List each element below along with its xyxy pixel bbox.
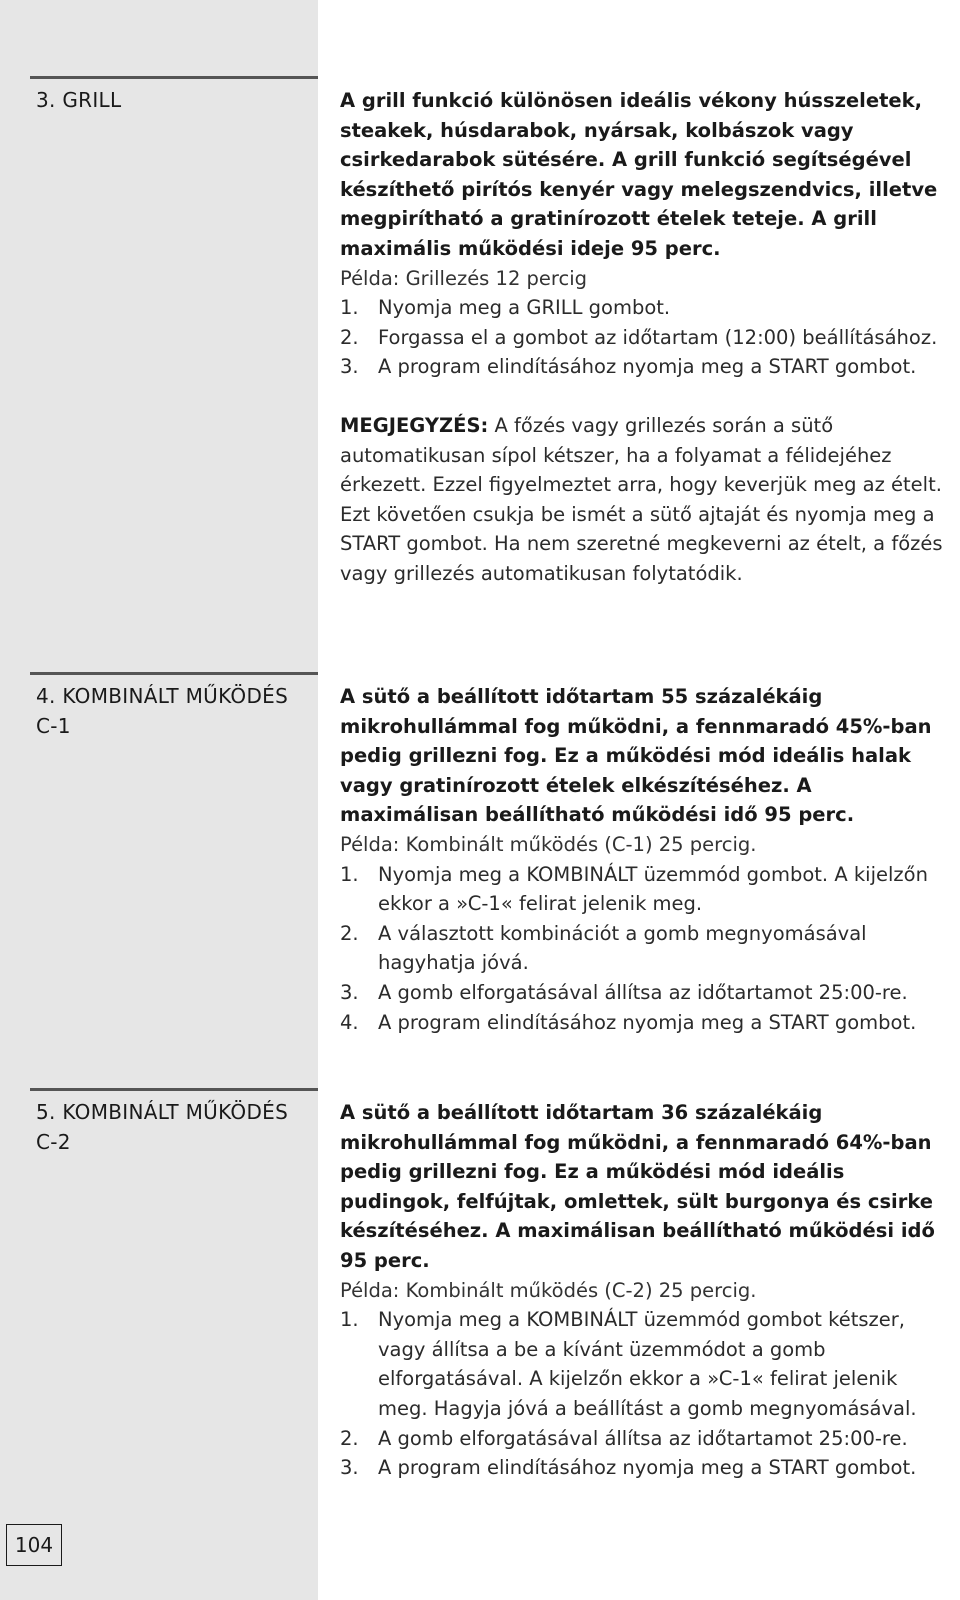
sidebar-background	[0, 0, 318, 1600]
section-intro: A sütő a beállított időtartam 36 százalékáig mikrohullámmal fog működni, a fennmaradó 64%-ban pedig grillezni fog. Ez a működési mód ideális pudingok, felfújtak, omlettek, sült burgonya és csirke készítéséhez. A maximálisan beállítható működési idő 95 perc.	[340, 1101, 935, 1272]
steps-list	[340, 293, 952, 382]
step-text: A gomb elforgatásával állítsa az időtartamot 25:00-re.	[378, 1426, 908, 1450]
step-item	[340, 1424, 952, 1454]
step-text: A választott kombinációt a gomb megnyomásával hagyhatja jóvá.	[378, 921, 867, 975]
note-paragraph	[340, 411, 952, 589]
step-number: 2.	[340, 1426, 359, 1450]
section-body	[340, 1098, 952, 1483]
step-item	[340, 919, 952, 978]
step-text: A gomb elforgatásával állítsa az időtartamot 25:00-re.	[378, 980, 908, 1004]
section-heading: 5. KOMBINÁLT MŰKÖDÉS C-2	[36, 1100, 289, 1154]
section-body	[340, 682, 952, 1037]
step-text: Forgassa el a gombot az időtartam (12:00) beállításához.	[378, 325, 938, 349]
note-label: MEGJEGYZÉS:	[340, 413, 489, 437]
section-divider	[30, 76, 318, 79]
step-text: Nyomja meg a KOMBINÁLT üzemmód gombot. A kijelzőn ekkor a »C-1« felirat jelenik meg.	[378, 862, 928, 916]
page-number: 104	[6, 1524, 62, 1566]
section-divider	[30, 1088, 318, 1091]
step-item	[340, 978, 952, 1008]
step-number: 1.	[340, 862, 359, 886]
step-item	[340, 1008, 952, 1038]
step-text: A program elindításához nyomja meg a START gombot.	[378, 355, 917, 379]
step-number: 4.	[340, 1010, 359, 1034]
step-item	[340, 860, 952, 919]
step-text: Nyomja meg a KOMBINÁLT üzemmód gombot kétszer, vagy állítsa a be a kívánt üzemmódot a gomb elforgatásával. A kijelzőn ekkor a »C-1« felirat jelenik meg. Hagyja jóvá a beállítást a gomb megnyomásával.	[378, 1308, 917, 1420]
step-item	[340, 1453, 952, 1483]
section-intro: A grill funkció különösen ideális vékony hússzeletek, steakek, húsdarabok, nyársak, kolbászok vagy csirkedarabok sütésére. A grill funkció segítségével készíthető pirítós kenyér vagy melegszendvics, illetve megpirítható a gratinírozott ételek teteje. A grill maximális működési ideje 95 perc.	[340, 89, 938, 260]
step-number: 3.	[340, 355, 359, 379]
steps-list	[340, 1305, 952, 1483]
step-text: Nyomja meg a GRILL gombot.	[378, 296, 671, 320]
step-text: A program elindításához nyomja meg a START gombot.	[378, 1456, 917, 1480]
step-number: 3.	[340, 1456, 359, 1480]
section-heading: 4. KOMBINÁLT MŰKÖDÉS C-1	[36, 684, 289, 738]
step-number: 3.	[340, 980, 359, 1004]
step-number: 1.	[340, 296, 359, 320]
steps-list	[340, 860, 952, 1038]
section-divider	[30, 672, 318, 675]
example-line: Példa: Kombinált működés (C-2) 25 percig.	[340, 1278, 757, 1302]
example-line: Példa: Kombinált működés (C-1) 25 percig.	[340, 832, 757, 856]
step-item	[340, 293, 952, 323]
note-text: A főzés vagy grillezés során a sütő automatikusan sípol kétszer, ha a folyamat a félidejéhez érkezett. Ezzel figyelmeztet arra, hogy keverjük meg az ételt. Ezt követően csukja be ismét a sütő ajtaját és nyomja meg a START gombot. Ha nem szeretné megkeverni az ételt, a főzés vagy grillezés automatikusan folytatódik.	[340, 413, 943, 585]
step-item	[340, 1305, 952, 1423]
section-intro: A sütő a beállított időtartam 55 százalékáig mikrohullámmal fog működni, a fennmaradó 45%-ban pedig grillezni fog. Ez a működési mód ideális halak vagy gratinírozott ételek elkészítéséhez. A maximálisan beállítható működési idő 95 perc.	[340, 685, 932, 827]
step-item	[340, 352, 952, 382]
example-line: Példa: Grillezés 12 percig	[340, 266, 588, 290]
step-text: A program elindításához nyomja meg a START gombot.	[378, 1010, 917, 1034]
section-body	[340, 86, 952, 589]
step-number: 2.	[340, 921, 359, 945]
step-number: 1.	[340, 1308, 359, 1332]
step-number: 2.	[340, 325, 359, 349]
step-item	[340, 323, 952, 353]
section-heading: 3. GRILL	[36, 88, 122, 112]
